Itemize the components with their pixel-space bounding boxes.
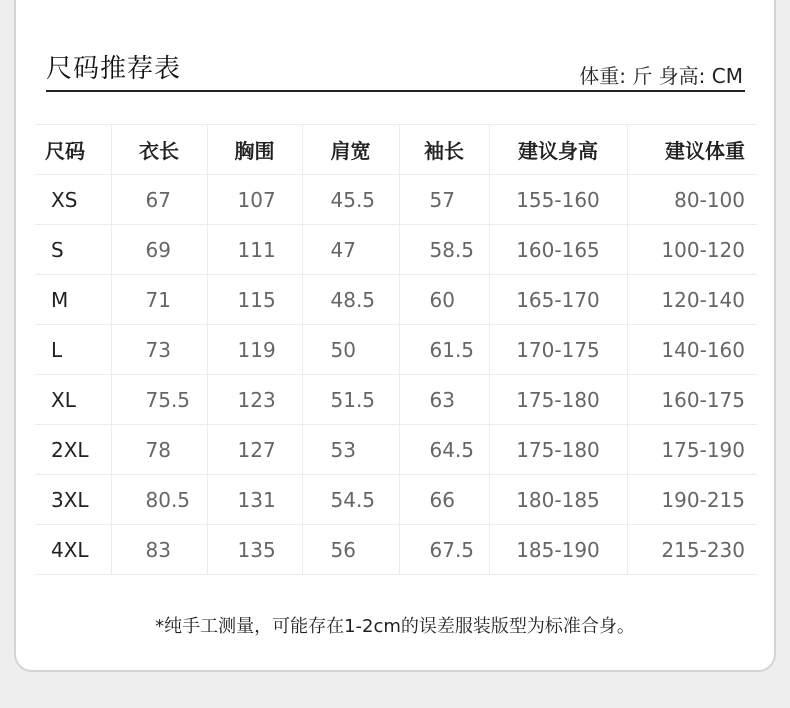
column-header: 肩宽: [302, 125, 399, 175]
size-cell: XL: [35, 375, 111, 425]
table-cell: 73: [111, 325, 207, 375]
page-title: 尺码推荐表: [46, 54, 182, 84]
table-cell: 107: [207, 175, 302, 225]
size-cell: 3XL: [35, 475, 111, 525]
table-cell: 100-120: [627, 225, 757, 275]
table-cell: 47: [302, 225, 399, 275]
column-header: 袖长: [399, 125, 489, 175]
size-cell: 2XL: [35, 425, 111, 475]
table-cell: 71: [111, 275, 207, 325]
table-cell: 66: [399, 475, 489, 525]
table-row: [35, 225, 757, 275]
size-cell: L: [35, 325, 111, 375]
table-cell: 56: [302, 525, 399, 575]
table-row: [35, 175, 757, 225]
table-cell: 123: [207, 375, 302, 425]
table-cell: 57: [399, 175, 489, 225]
table-cell: 190-215: [627, 475, 757, 525]
size-cell: M: [35, 275, 111, 325]
table-row: [35, 325, 757, 375]
table-cell: 175-180: [489, 425, 627, 475]
units-label: 体重: 斤 身高: CM: [579, 64, 743, 88]
table-cell: 80-100: [627, 175, 757, 225]
table-header-row: [35, 125, 757, 175]
table-cell: 165-170: [489, 275, 627, 325]
table-cell: 45.5: [302, 175, 399, 225]
column-header: 胸围: [207, 125, 302, 175]
table-cell: 78: [111, 425, 207, 475]
table-cell: 67.5: [399, 525, 489, 575]
table-cell: 135: [207, 525, 302, 575]
table-cell: 58.5: [399, 225, 489, 275]
table-cell: 180-185: [489, 475, 627, 525]
table-cell: 215-230: [627, 525, 757, 575]
table-cell: 48.5: [302, 275, 399, 325]
table-row: [35, 425, 757, 475]
table-cell: 175-180: [489, 375, 627, 425]
column-header: 建议体重: [627, 125, 757, 175]
table-cell: 127: [207, 425, 302, 475]
table-cell: 67: [111, 175, 207, 225]
column-header: 尺码: [35, 125, 111, 175]
table-cell: 61.5: [399, 325, 489, 375]
table-cell: 69: [111, 225, 207, 275]
table-row: [35, 375, 757, 425]
table-cell: 185-190: [489, 525, 627, 575]
table-cell: 80.5: [111, 475, 207, 525]
table-row: [35, 525, 757, 575]
table-cell: 51.5: [302, 375, 399, 425]
table-cell: 50: [302, 325, 399, 375]
table-cell: 140-160: [627, 325, 757, 375]
size-chart-header: [46, 44, 745, 92]
measurement-note: *纯手工测量，可能存在1-2cm的误差服装版型为标准合身。: [155, 616, 635, 637]
table-cell: 175-190: [627, 425, 757, 475]
size-cell: S: [35, 225, 111, 275]
table-cell: 60: [399, 275, 489, 325]
size-cell: 4XL: [35, 525, 111, 575]
table-cell: 119: [207, 325, 302, 375]
table-cell: 131: [207, 475, 302, 525]
table-row: [35, 275, 757, 325]
column-header: 衣长: [111, 125, 207, 175]
table-cell: 111: [207, 225, 302, 275]
table-cell: 83: [111, 525, 207, 575]
table-cell: 170-175: [489, 325, 627, 375]
table-cell: 155-160: [489, 175, 627, 225]
table-cell: 160-165: [489, 225, 627, 275]
column-header: 建议身高: [489, 125, 627, 175]
table-row: [35, 475, 757, 525]
table-cell: 63: [399, 375, 489, 425]
table-cell: 53: [302, 425, 399, 475]
table-cell: 120-140: [627, 275, 757, 325]
table-cell: 160-175: [627, 375, 757, 425]
size-cell: XS: [35, 175, 111, 225]
table-cell: 75.5: [111, 375, 207, 425]
table-cell: 115: [207, 275, 302, 325]
table-cell: 64.5: [399, 425, 489, 475]
table-cell: 54.5: [302, 475, 399, 525]
size-table: [35, 124, 757, 575]
